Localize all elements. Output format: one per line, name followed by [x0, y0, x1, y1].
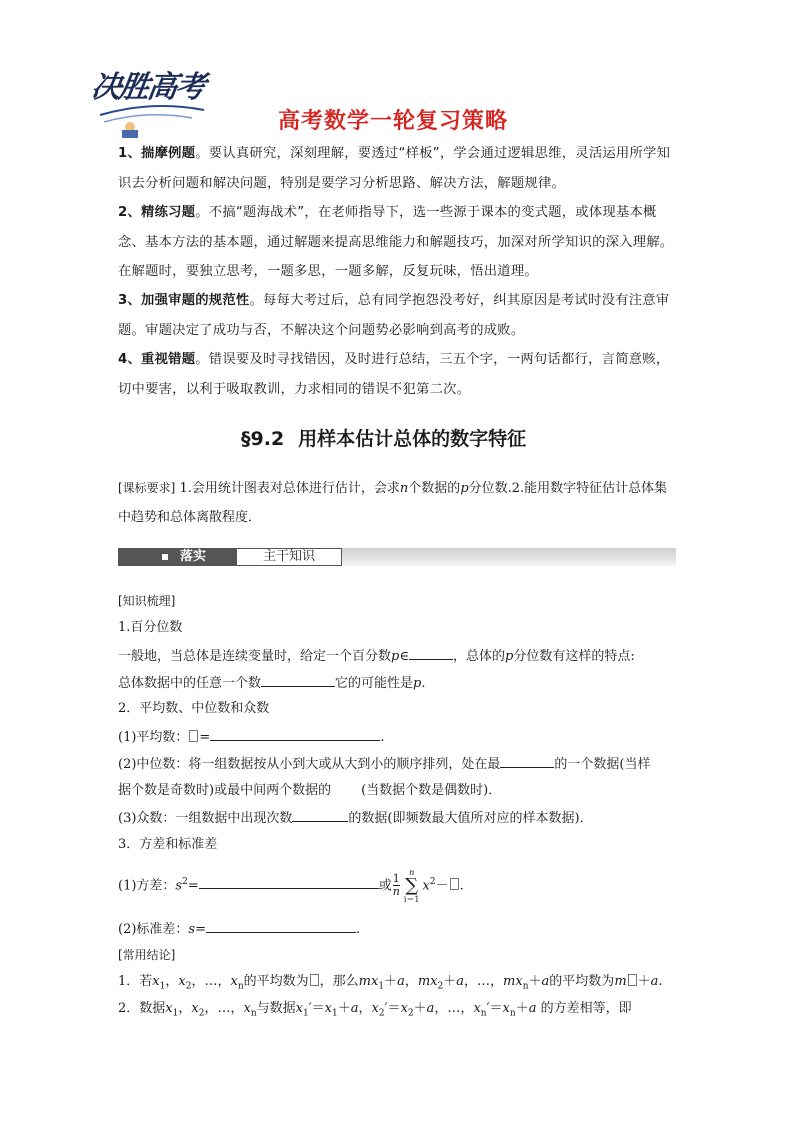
- strategy-text: 。错误要及时寻找错因，及时进行总结，三五个字，一两句话都行，言简意赅，切中要害，以利于吸取教训，力求相同的错误不犯第二次。: [118, 352, 670, 397]
- curriculum-requirements: [118, 474, 680, 532]
- fill-blank: [210, 727, 380, 741]
- section-title: [241, 424, 526, 451]
- text: 或: [378, 878, 392, 894]
- requirements-label: [课标要求]: [118, 481, 176, 495]
- denominator: n: [392, 885, 400, 899]
- x-bar-placeholder-icon: [189, 730, 198, 742]
- fill-blank: [206, 919, 356, 933]
- fill-blank: [261, 673, 335, 687]
- strategy-text: 。要认真研究，深刻理解，要透过“样板”，学会通过逻辑思维，灵活运用所学知识去分析问题和解决问题，特别是要学习分析思路、解决方法，解题规律。: [118, 146, 671, 191]
- text: (2)中位数：将一组数据按从小到大或从大到小的顺序排列，处在最: [118, 757, 501, 772]
- exponent: 2: [182, 877, 188, 887]
- strategy-text: 。不搞“题海战术”，在老师指导下，选一些源于课本的变式题，或体现基本概念、基本方法的基本题，通过解题来提高思维能力和解题技巧，加深对所学知识的深入理解。在解题时，要独立思考，一题多思，一题多解，反复玩味，悟出道理。: [118, 205, 674, 279]
- sum-upper: n: [409, 867, 415, 877]
- fill-blank: [199, 875, 379, 889]
- strategy-head: 3、加强审题的规范性: [118, 293, 250, 308]
- logo-text: 决胜高考: [89, 70, 206, 105]
- heading-variance: 3．方差和标准差: [118, 837, 218, 852]
- requirements-text-c: 分位数.2.能用数字特征估计总体集中趋势和总体离散程度．: [118, 481, 668, 525]
- text: 的平均数为: [243, 974, 309, 989]
- text: =: [187, 878, 199, 894]
- document-title: 高考数学一轮复习策略: [278, 109, 509, 134]
- median-line-2: [118, 781, 683, 800]
- heading-averages: 2．平均数、中位数和众数: [118, 701, 270, 716]
- text: 与数据: [256, 1001, 296, 1016]
- text: 的一个数据(当样: [554, 757, 651, 772]
- requirements-text-b: 个数据的: [408, 481, 461, 496]
- std-line: (2)标准差：s= .: [118, 919, 683, 939]
- text: 的平均数为: [549, 974, 615, 989]
- text: 的方差相等，即: [540, 1001, 632, 1016]
- text: ＋: [637, 974, 651, 989]
- percentile-def-1: [118, 646, 683, 666]
- text: =: [195, 922, 206, 937]
- strategy-head: 2、精练习题: [118, 205, 196, 220]
- requirements-text-a: 1.会用统计图表对总体进行估计，会求: [179, 481, 400, 496]
- text: (3)众数：一组数据中出现次数: [118, 811, 293, 826]
- text: 据个数是奇数时)或最中间两个数据的: [118, 783, 332, 798]
- banner-dark-tab: [118, 548, 236, 566]
- var-s: s: [188, 922, 196, 937]
- text: (1)平均数：: [118, 730, 189, 745]
- var-s: s: [175, 878, 183, 894]
- numerator: 1: [392, 872, 400, 886]
- conclusion-2: 2．数据$x_1$，$x_2$，…，$x_n$与数据$x_1'=x_1+a$，$x_2'=x_2+a$，…，$x_n'=x_n+a$ 的方差相等，即: [118, 1001, 632, 1019]
- text: 它的可能性是: [335, 676, 414, 691]
- mode-line: [118, 808, 683, 828]
- symbol-in: ∈: [399, 649, 409, 664]
- text: 的数据(即频数最大值所对应的样本数据)．: [348, 811, 593, 826]
- sum-symbol: ∑: [405, 874, 419, 896]
- text: 2．数据: [118, 1001, 166, 1016]
- fraction: [393, 873, 400, 898]
- var-x: x: [422, 878, 430, 894]
- fill-blank: [409, 646, 453, 660]
- fill-blank: [500, 754, 554, 768]
- section-banner: [118, 545, 676, 569]
- section-name: 用样本估计总体的数字特征: [298, 428, 527, 450]
- x-bar-placeholder-icon: [450, 878, 459, 890]
- var-p: p: [391, 649, 400, 664]
- exponent: 2: [429, 877, 436, 887]
- text: =: [199, 730, 211, 745]
- strategy-text: 。每每大考过后，总有同学抱怨没考好，纠其原因是考试时没有注意审题。审题决定了成功与否，不解决这个问题势必影响到高考的成败。: [118, 293, 670, 338]
- x-bar-placeholder-icon: [310, 974, 319, 986]
- text: ，那么: [319, 974, 359, 989]
- strategy-1: [118, 139, 678, 198]
- text: (2)标准差：: [118, 922, 189, 937]
- x-bar-placeholder-icon: [628, 974, 637, 986]
- summation: [404, 868, 420, 904]
- square-bullet-icon: [162, 554, 168, 560]
- knowledge-label: [知识梳理]: [118, 594, 176, 608]
- empty-blank: [331, 781, 361, 794]
- var-p: p: [413, 676, 422, 691]
- banner-box-label: 主干知识: [236, 548, 342, 566]
- text: －: [435, 878, 449, 894]
- strategy-head: 1、揣摩例题: [118, 146, 196, 161]
- section-number: §9.2: [241, 428, 285, 450]
- text: 1．若: [118, 974, 153, 989]
- percentile-def-2: [118, 673, 683, 693]
- var-p: p: [460, 481, 469, 496]
- strategy-4: [118, 345, 678, 404]
- conclusion-1: 1．若$x_1$，$x_2$，…，$x_n$的平均数为 ，那么$mx_1+a$，$mx_2+a$，…，$mx_n+a$的平均数为m ＋a.: [118, 974, 663, 992]
- variance-line: [118, 866, 683, 904]
- sum-lower: i＝1: [403, 894, 420, 904]
- text: .: [459, 878, 464, 894]
- text: 一般地，当总体是连续变量时，给定一个百分数: [118, 649, 392, 664]
- text: 总体数据中的任意一个数: [118, 676, 262, 691]
- text: (1)方差：: [118, 878, 176, 894]
- fill-blank: [292, 808, 348, 822]
- mean-line: (1)平均数： = .: [118, 727, 683, 747]
- banner-dark-label: 落实: [180, 549, 207, 564]
- logo: [89, 60, 212, 140]
- strategy-2: [118, 198, 678, 287]
- text: ，总体的: [452, 649, 505, 664]
- text: .: [421, 676, 426, 691]
- median-line-1: [118, 754, 683, 774]
- var-n: n: [399, 481, 409, 496]
- strategy-3: [118, 286, 678, 345]
- heading-percentile: 1.百分位数: [118, 620, 183, 635]
- strategy-head: 4、重视错题: [118, 352, 196, 367]
- var-p: p: [504, 649, 514, 664]
- text: 分位数有这样的特点:: [513, 649, 635, 664]
- text: (当数据个数是偶数时)．: [361, 783, 502, 798]
- conclusions-label: [常用结论]: [118, 948, 176, 962]
